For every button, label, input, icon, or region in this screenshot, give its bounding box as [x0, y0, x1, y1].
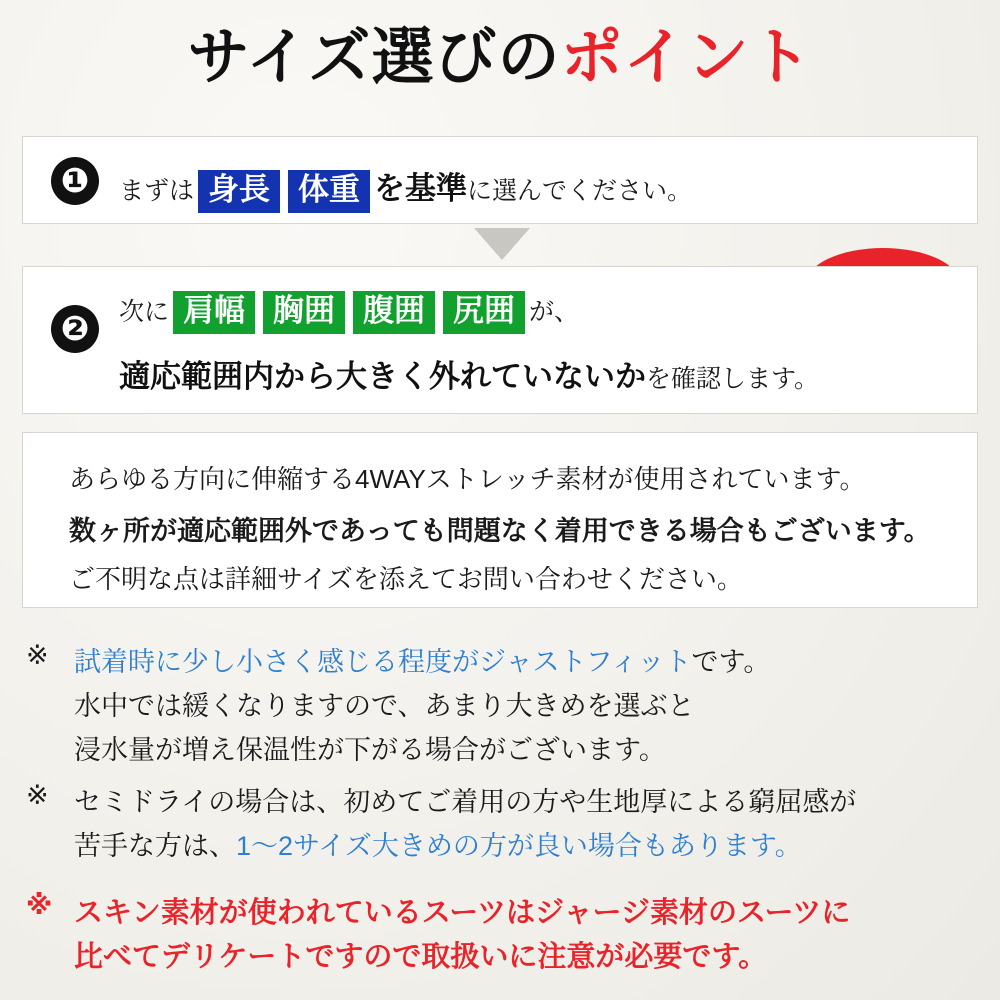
asterisk-2-line-2-blue: 1〜2サイズ大きめの方が良い場合もあります。 [236, 831, 802, 861]
step-2-tail: を確認します。 [646, 365, 820, 393]
asterisk-3-line-2: 比べてデリケートですので取扱いに注意が必要です。 [74, 941, 768, 973]
tag-waist: 腹囲 [353, 291, 435, 334]
step-1-mid: を基準 [374, 171, 468, 206]
page-title [0, 24, 1000, 92]
asterisk-block-3 [26, 890, 976, 980]
step-2-mid: が、 [529, 298, 580, 327]
step-2-number: ❷ [51, 305, 99, 353]
asterisk-2-line-2 [74, 824, 802, 863]
step-1-text [119, 163, 692, 213]
page-title-part2: ポイント [560, 23, 813, 92]
page-title-part1: サイズ選びの [187, 23, 561, 92]
asterisk-1-line-2: 水中では緩くなりますので、あまり大きめを選ぶと [74, 691, 695, 721]
tag-hip: 尻囲 [443, 291, 525, 334]
step-2-text-line2 [119, 351, 819, 396]
tag-chest: 胸囲 [263, 291, 345, 334]
asterisk-2-line-2-head: 苦手な方は、 [74, 831, 236, 861]
note-line-3: ご不明な点は詳細サイズを添えてお問い合わせください。 [69, 564, 743, 594]
note-line-1: あらゆる方向に伸縮する4WAYストレッチ素材が使用されています。 [69, 464, 866, 494]
step-1-lead: まずは [119, 177, 195, 205]
tag-shoulder: 肩幅 [173, 291, 255, 334]
step-1-tail: に選んでください。 [467, 177, 693, 205]
asterisk-mark-3: ※ [26, 890, 53, 920]
asterisk-1-line-3: 浸水量が増え保温性が下がる場合がございます。 [74, 735, 666, 765]
asterisk-mark-2: ※ [26, 780, 49, 810]
down-arrow-icon [474, 228, 530, 260]
asterisk-block-2 [26, 780, 976, 870]
asterisk-block-1 [26, 640, 976, 768]
asterisk-mark-1: ※ [26, 640, 49, 670]
asterisk-1-line-1-tail: です。 [691, 647, 771, 677]
step-1-number: ❶ [51, 157, 99, 205]
step-2-lead: 次に [119, 298, 170, 327]
note-line-2: 数ヶ所が適応範囲外であっても問題なく着用できる場合もございます。 [69, 516, 931, 546]
tag-weight: 体重 [288, 170, 370, 213]
tag-height: 身長 [198, 170, 280, 213]
asterisk-1-line-1 [74, 640, 770, 679]
asterisk-3-line-1: スキン素材が使われているスーツはジャージ素材のスーツに [74, 897, 851, 929]
step-2-text-line1 [119, 291, 579, 334]
asterisk-2-line-1: セミドライの場合は、初めてご着用の方や生地厚による窮屈感が [74, 787, 857, 817]
note-box [22, 432, 978, 608]
asterisk-1-line-1-blue: 試着時に少し小さく感じる程度がジャストフィット [74, 647, 692, 677]
step-1-box [22, 136, 978, 224]
step-2-bold: 適応範囲内から大きく外れていないか [119, 359, 646, 394]
step-2-box [22, 266, 978, 414]
